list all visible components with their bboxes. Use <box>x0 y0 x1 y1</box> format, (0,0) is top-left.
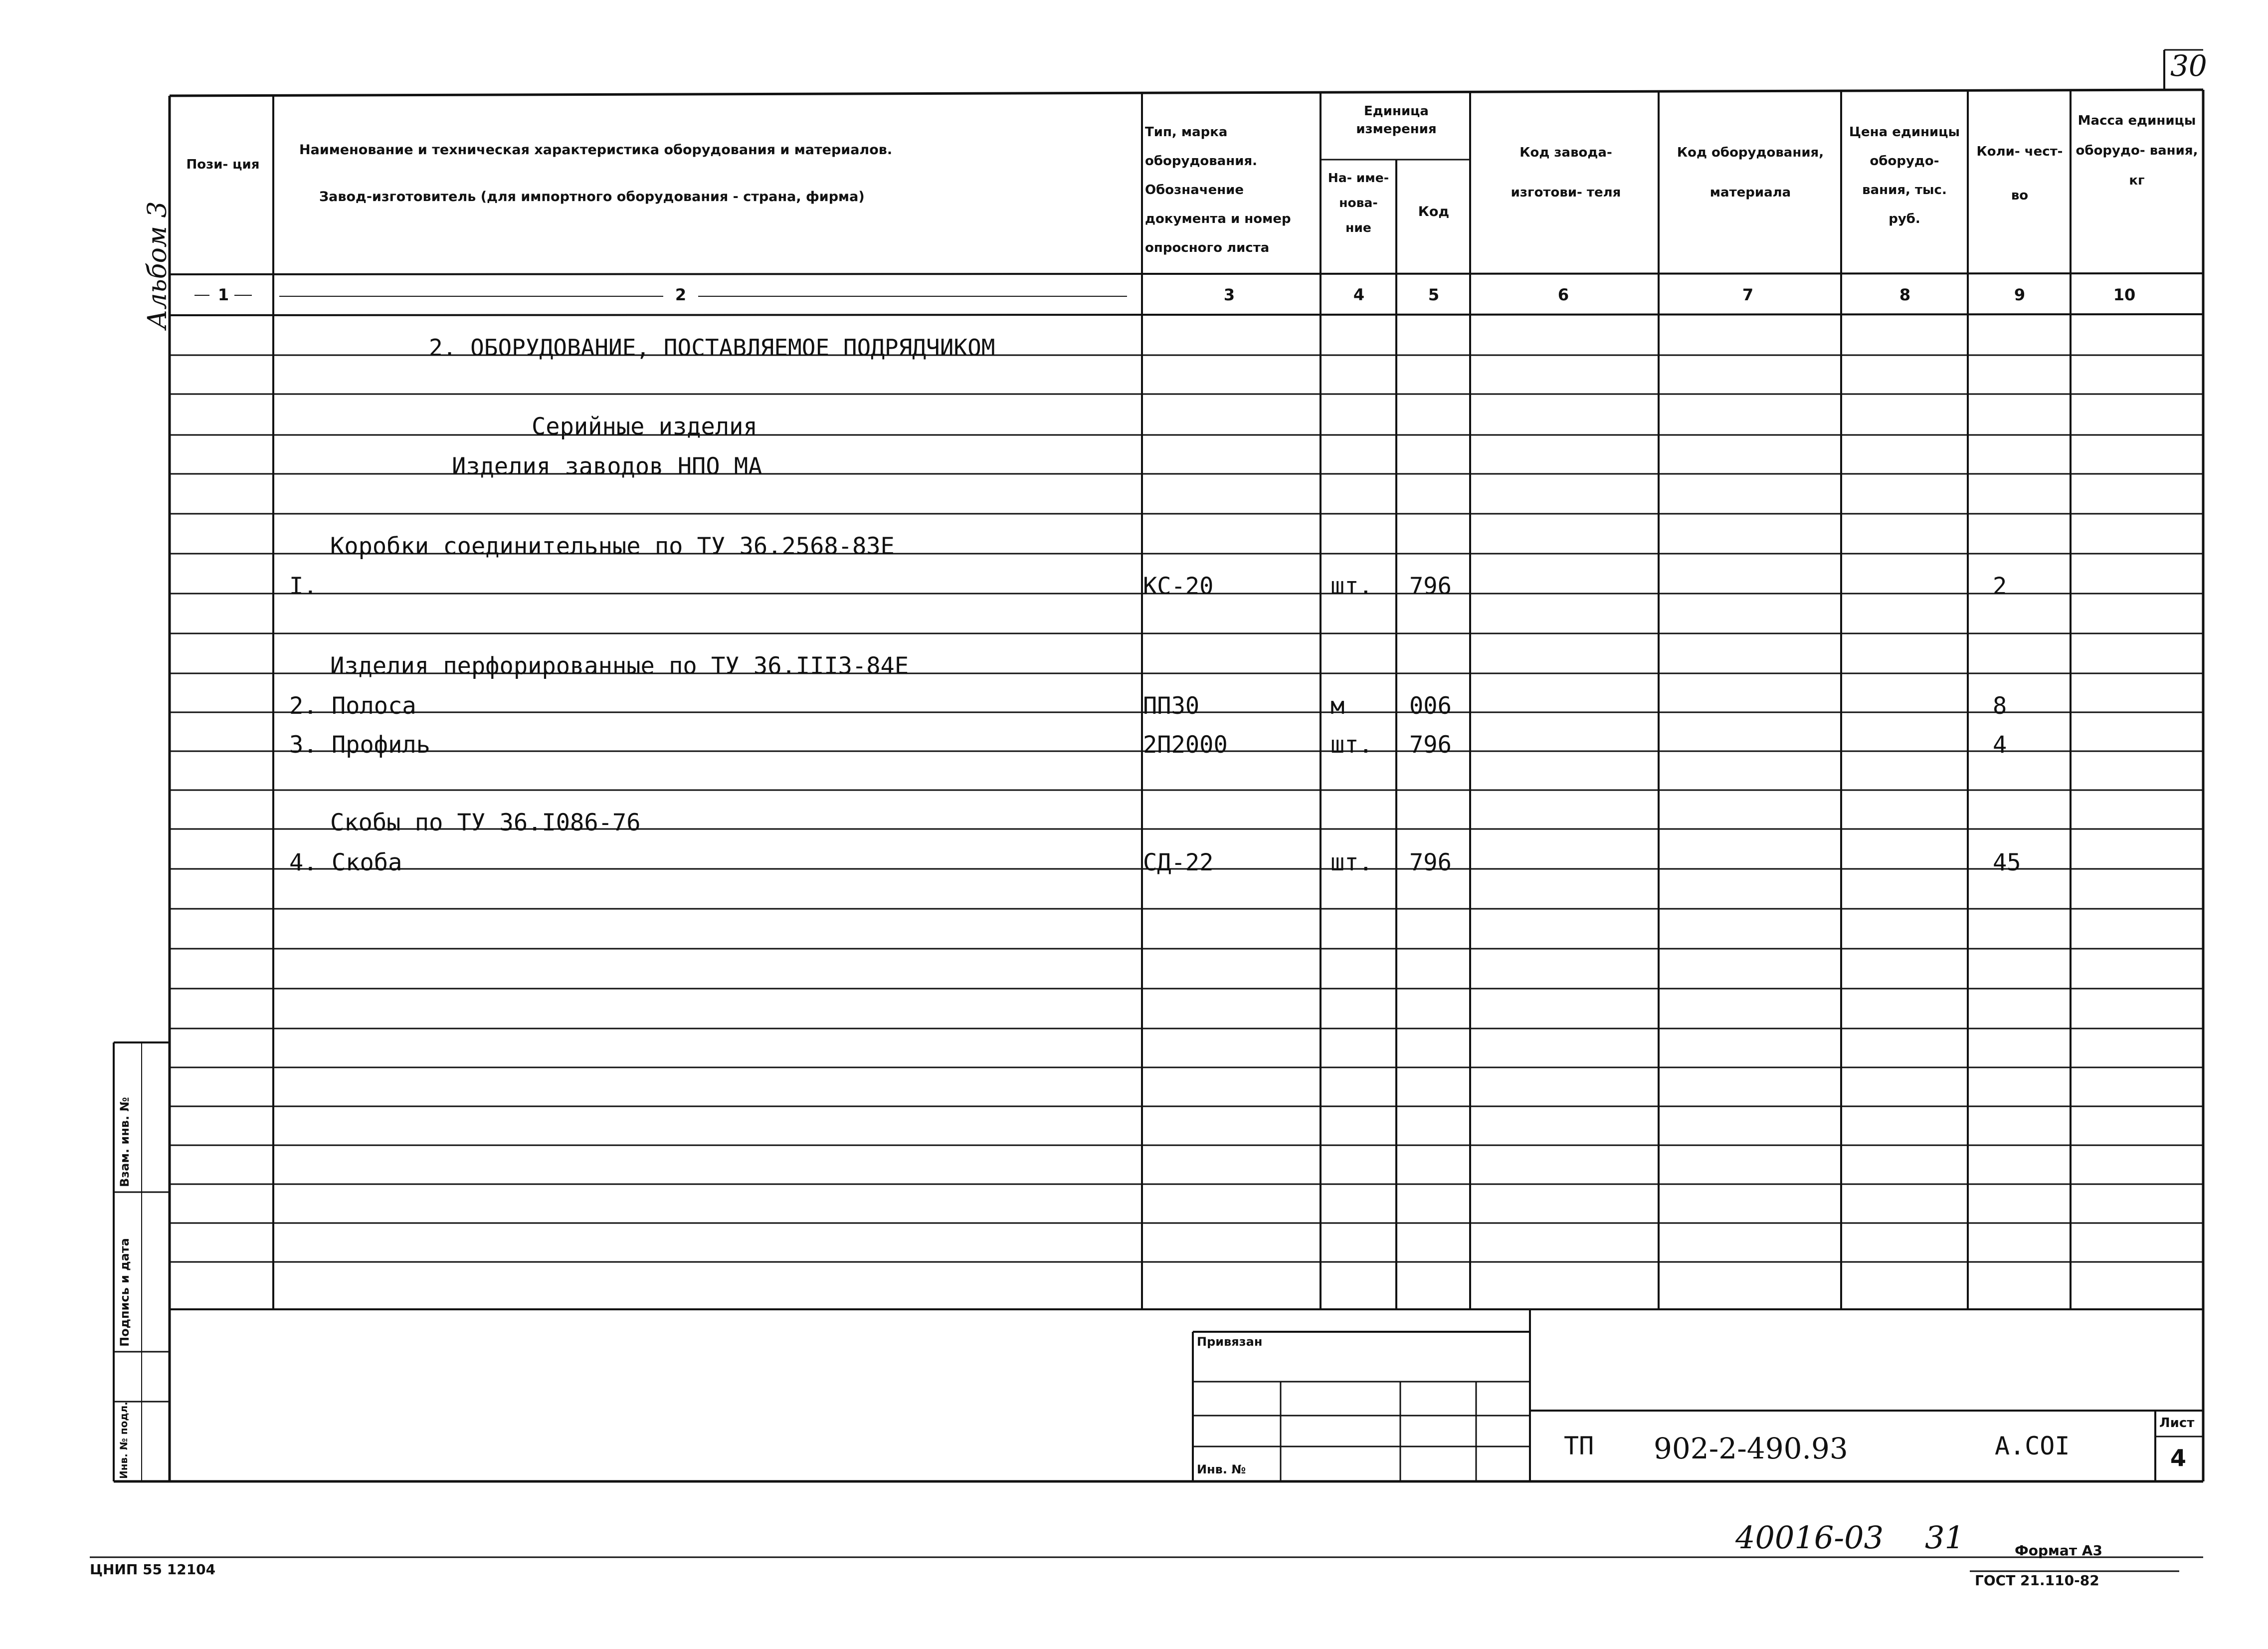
table-row-1-qty: 2 <box>1993 573 2007 600</box>
header-col-quantity: Коли- чест- во <box>1976 144 2063 203</box>
table-row-4-unit: шт. <box>1330 849 1373 876</box>
sheet-number: 4 <box>2170 1444 2187 1471</box>
format-label: Формат А3 <box>2015 1542 2102 1559</box>
title-block-inv-no: Инв. № <box>1197 1462 1246 1476</box>
col-number-7: 7 <box>1742 285 1754 304</box>
doc-number: 902-2-490.93 <box>1654 1432 1848 1465</box>
handwritten-code: 40016-03 <box>1735 1519 1884 1556</box>
handwritten-page: 31 <box>1925 1519 1964 1556</box>
section-title: 2. ОБОРУДОВАНИЕ, ПОСТАВЛЯЕМОЕ ПОДРЯДЧИКОМ <box>429 334 995 361</box>
list-item-npo-ma: Изделия заводов НПО МА <box>452 453 762 480</box>
list-item-brackets: Скобы по ТУ 36.I086-76 <box>330 809 641 836</box>
header-col-price: Цена единицы оборудо- вания, тыс. руб. <box>1849 125 1960 226</box>
col-number-3: 3 <box>1223 285 1235 304</box>
sheet-corner-number: 30 <box>2170 49 2207 83</box>
doc-suffix: А.СОI <box>1995 1432 2070 1460</box>
table-row-4-type: СД-22 <box>1143 849 1214 876</box>
table-row-1-unit: шт. <box>1330 573 1373 600</box>
header-col-unit-group: Единица измерения <box>1356 104 1437 137</box>
table-row-3-code: 796 <box>1409 731 1452 759</box>
header-col-unit-code: Код <box>1418 204 1450 219</box>
table-row-4-code: 796 <box>1409 849 1452 876</box>
title-block-privyazan: Привязан <box>1197 1335 1263 1349</box>
header-col-name-line2: Завод-изготовитель (для импортного оборудования - страна, фирма) <box>319 189 865 205</box>
stamp-signature-date: Подпись и дата <box>118 1238 132 1347</box>
table-row-1-name: I. <box>289 573 318 600</box>
table-row-3-type: 2П2000 <box>1143 731 1228 759</box>
table-row-1-type: КС-20 <box>1143 573 1214 600</box>
header-col-mass: Масса единицы оборудо- вания, кг <box>2076 113 2198 188</box>
table-row-2-type: ПП30 <box>1143 692 1200 720</box>
table-row-4-name: 4. Скоба <box>289 849 402 876</box>
col-number-6: 6 <box>1557 285 1569 304</box>
list-item-junction-boxes: Коробки соединительные по ТУ 36.2568-83Е <box>330 533 895 560</box>
print-code: ЦНИП 55 12104 <box>90 1561 216 1578</box>
table-row-4-qty: 45 <box>1993 849 2021 876</box>
list-item-serial-products: Серийные изделия <box>532 413 757 440</box>
table-row-2-qty: 8 <box>1993 692 2007 720</box>
header-col-maker-code: Код завода- изготови- теля <box>1511 145 1621 200</box>
table-row-3-qty: 4 <box>1993 731 2007 759</box>
header-col-unit-name: На- име- нова- ние <box>1327 171 1389 235</box>
album-label: Альбом 3 <box>143 201 173 329</box>
table-row-3-name: 3. Профиль <box>289 731 430 759</box>
header-col-type: Тип, марка оборудования. Обозначение документа и номер опросного листа <box>1145 125 1291 255</box>
col-number-4: 4 <box>1353 285 1365 304</box>
header-col-name-line1: Наименование и техническая характеристика оборудования и материалов. <box>299 142 893 158</box>
table-row-3-unit: шт. <box>1330 731 1373 759</box>
doc-prefix: ТП <box>1564 1432 1594 1460</box>
col-number-1: 1 <box>217 285 229 304</box>
table-row-2-unit: м <box>1330 692 1345 720</box>
table-row-2-name: 2. Полоса <box>289 692 416 720</box>
col-number-10: 10 <box>2113 285 2136 304</box>
col-number-8: 8 <box>1899 285 1911 304</box>
gost-label: ГОСТ 21.110-82 <box>1975 1572 2099 1589</box>
list-item-perforated: Изделия перфорированные по ТУ 36.III3-84Е <box>330 652 909 680</box>
col-number-2: 2 <box>675 285 687 304</box>
table-row-2-code: 006 <box>1409 692 1452 720</box>
stamp-replaced-inv: Взам. инв. № <box>118 1097 132 1187</box>
header-col-equipment-code: Код оборудования, материала <box>1677 145 1824 200</box>
table-row-1-code: 796 <box>1409 573 1452 600</box>
col-number-9: 9 <box>2014 285 2026 304</box>
col-number-5: 5 <box>1428 285 1440 304</box>
sheet-label: Лист <box>2159 1416 2195 1431</box>
stamp-inv-original: Инв. № подл. <box>118 1402 130 1479</box>
header-col-position: Пози- ция <box>186 157 260 172</box>
